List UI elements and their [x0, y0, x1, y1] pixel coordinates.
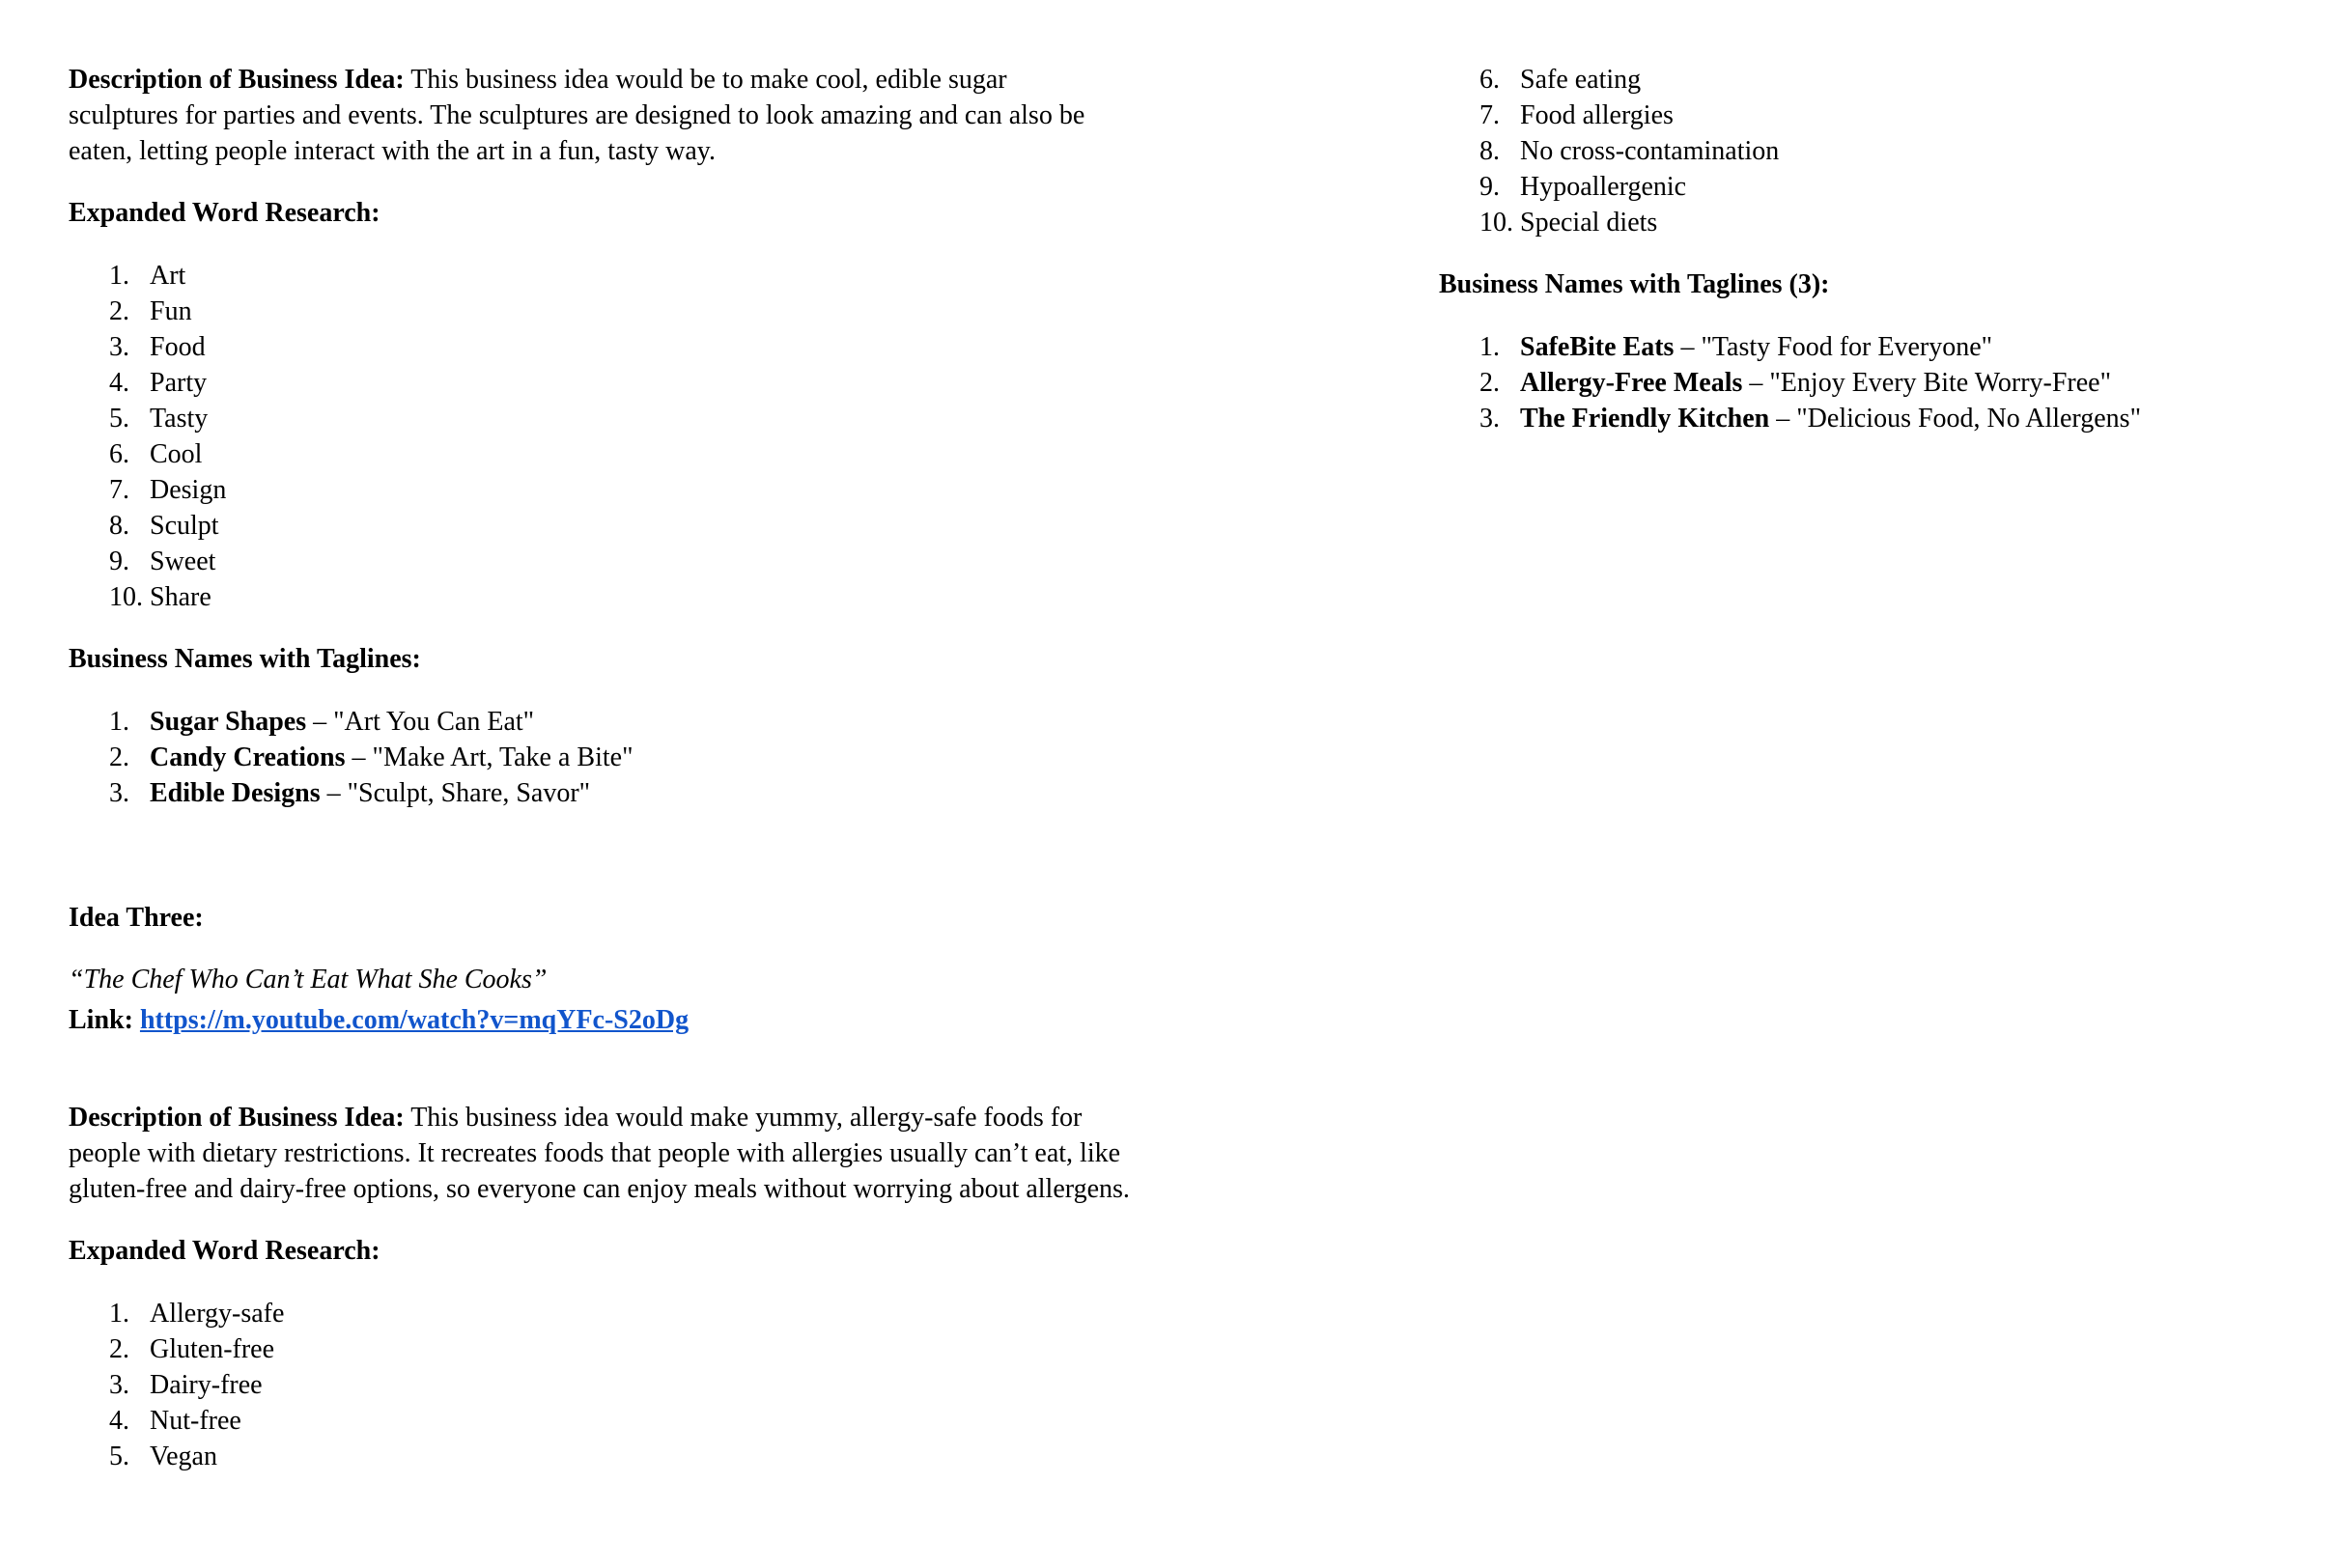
list-item: 5. Tasty [109, 404, 209, 434]
word-research-list-2 [69, 1296, 1140, 1474]
description-label: Description of Business Idea: [69, 65, 405, 95]
link-label: Link: [69, 1005, 133, 1035]
right-column [1439, 0, 2289, 436]
youtube-link[interactable]: https://m.youtube.com/watch?v=mqYFc-S2oDg [139, 1005, 690, 1035]
description-label: Description of Business Idea: [69, 1103, 405, 1133]
business-names-list-1 [69, 704, 1140, 811]
description-paragraph-1 [69, 62, 1092, 169]
business-names-heading: Business Names with Taglines: [69, 644, 421, 674]
left-column [69, 0, 1140, 1474]
list-item: 2. Gluten-free [109, 1334, 275, 1364]
list-item: 8. Sculpt [109, 511, 219, 541]
list-item: 9. Sweet [109, 546, 216, 576]
list-item: 1. Allergy-safe [109, 1299, 285, 1329]
list-item: 3. Edible Designs – "Sculpt, Share, Savor" [109, 778, 591, 808]
list-item: 1. Sugar Shapes – "Art You Can Eat" [109, 707, 535, 737]
idea-three-heading: Idea Three: [69, 903, 204, 933]
word-research-list-2-continued [1439, 62, 2289, 240]
business-names-heading-2: Business Names with Taglines (3): [1439, 269, 1830, 299]
business-names-list-2 [1439, 329, 2289, 436]
list-item: 2. Fun [109, 296, 192, 326]
description-text: This business idea would make yummy, allergy-safe foods for people with dietary restrictions. It recreates foods that people with allergies usually can’t eat, like gluten-free and dairy-free options, so everyone can enjoy meals without worrying about allergens. [69, 1103, 1130, 1204]
expanded-word-research-heading-2: Expanded Word Research: [69, 1236, 380, 1266]
list-item: 4. Nut-free [109, 1406, 241, 1436]
list-item: 5. Vegan [109, 1442, 217, 1471]
description-paragraph-2 [69, 1100, 1131, 1207]
list-item: 3. The Friendly Kitchen – "Delicious Food, No Allergens" [1479, 404, 2142, 434]
list-item: 1. SafeBite Eats – "Tasty Food for Everyone" [1479, 332, 1993, 362]
link-line [69, 1002, 1140, 1038]
list-item: 3. Dairy-free [109, 1370, 263, 1400]
list-item: 1. Art [109, 261, 186, 291]
idea-three-title: “The Chef Who Can’t Eat What She Cooks” [69, 965, 548, 994]
list-item: 10. Special diets [1479, 208, 1658, 238]
list-item: 8. No cross-contamination [1479, 136, 1780, 166]
list-item: 7. Food allergies [1479, 100, 1674, 130]
expanded-word-research-heading: Expanded Word Research: [69, 198, 380, 228]
list-item: 6. Cool [109, 439, 203, 469]
list-item: 6. Safe eating [1479, 65, 1642, 95]
list-item: 7. Design [109, 475, 227, 505]
list-item: 2. Allergy-Free Meals – "Enjoy Every Bite Worry-Free" [1479, 368, 2112, 398]
word-research-list-1 [69, 258, 1140, 615]
list-item: 10. Share [109, 582, 211, 612]
list-item: 3. Food [109, 332, 206, 362]
list-item: 2. Candy Creations – "Make Art, Take a Bite" [109, 742, 634, 772]
list-item: 9. Hypoallergenic [1479, 172, 1687, 202]
list-item: 4. Party [109, 368, 208, 398]
description-text: This business idea would be to make cool, edible sugar sculptures for parties and events. The sculptures are designed to look amazing and can also be eaten, letting people interact with the art in a fun, tasty way. [69, 65, 1085, 166]
